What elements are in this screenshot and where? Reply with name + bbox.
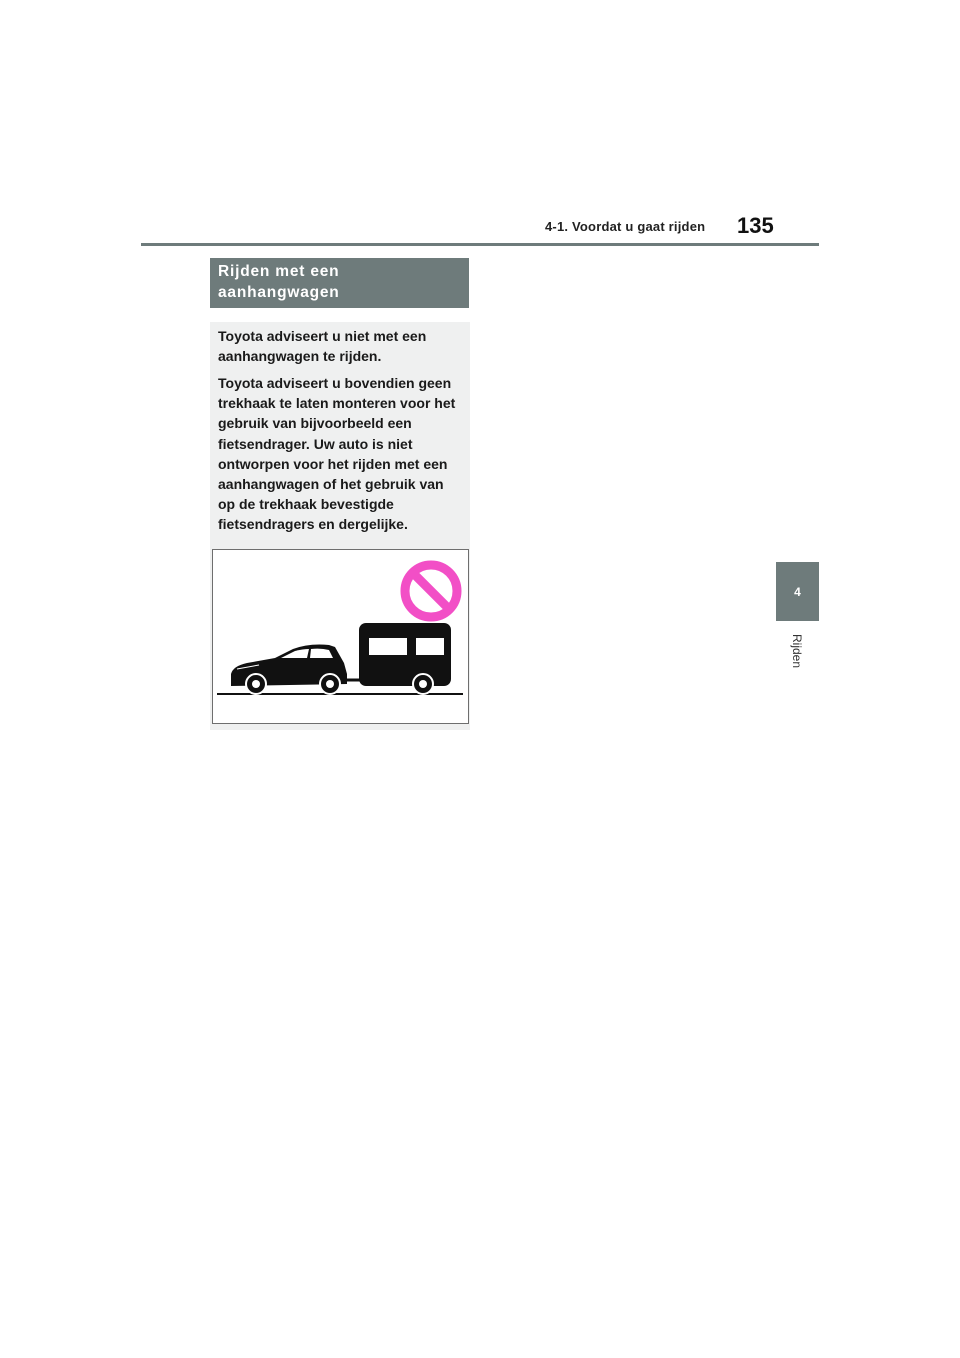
notice-paragraph: Toyota adviseert u bovendien geen trekhaak te laten monteren voor het gebruik van bijvoorbeeld een fietsendrager. Uw auto is niet ontworpen voor het rijden met een aanhangwagen of het gebruik van op de trekhaak bevestigde fietsendragers en dergelijke. (218, 375, 456, 533)
illustration-svg (213, 550, 468, 723)
section-header: 4-1. Voordat u gaat rijden (545, 219, 706, 234)
section-title: Rijden met een aanhangwagen (210, 258, 469, 308)
car-icon (231, 645, 347, 695)
prohibition-icon (405, 565, 457, 617)
caravan-icon (359, 623, 451, 694)
chapter-tab (776, 562, 819, 621)
towing-prohibited-illustration (212, 549, 469, 724)
header-divider (141, 243, 819, 246)
chapter-number: 4 (794, 584, 801, 599)
notice-paragraph: Toyota adviseert u niet met een aanhangwagen te rijden. (218, 328, 427, 365)
page-number: 135 (737, 213, 774, 238)
chapter-label: Rijden (790, 633, 804, 669)
